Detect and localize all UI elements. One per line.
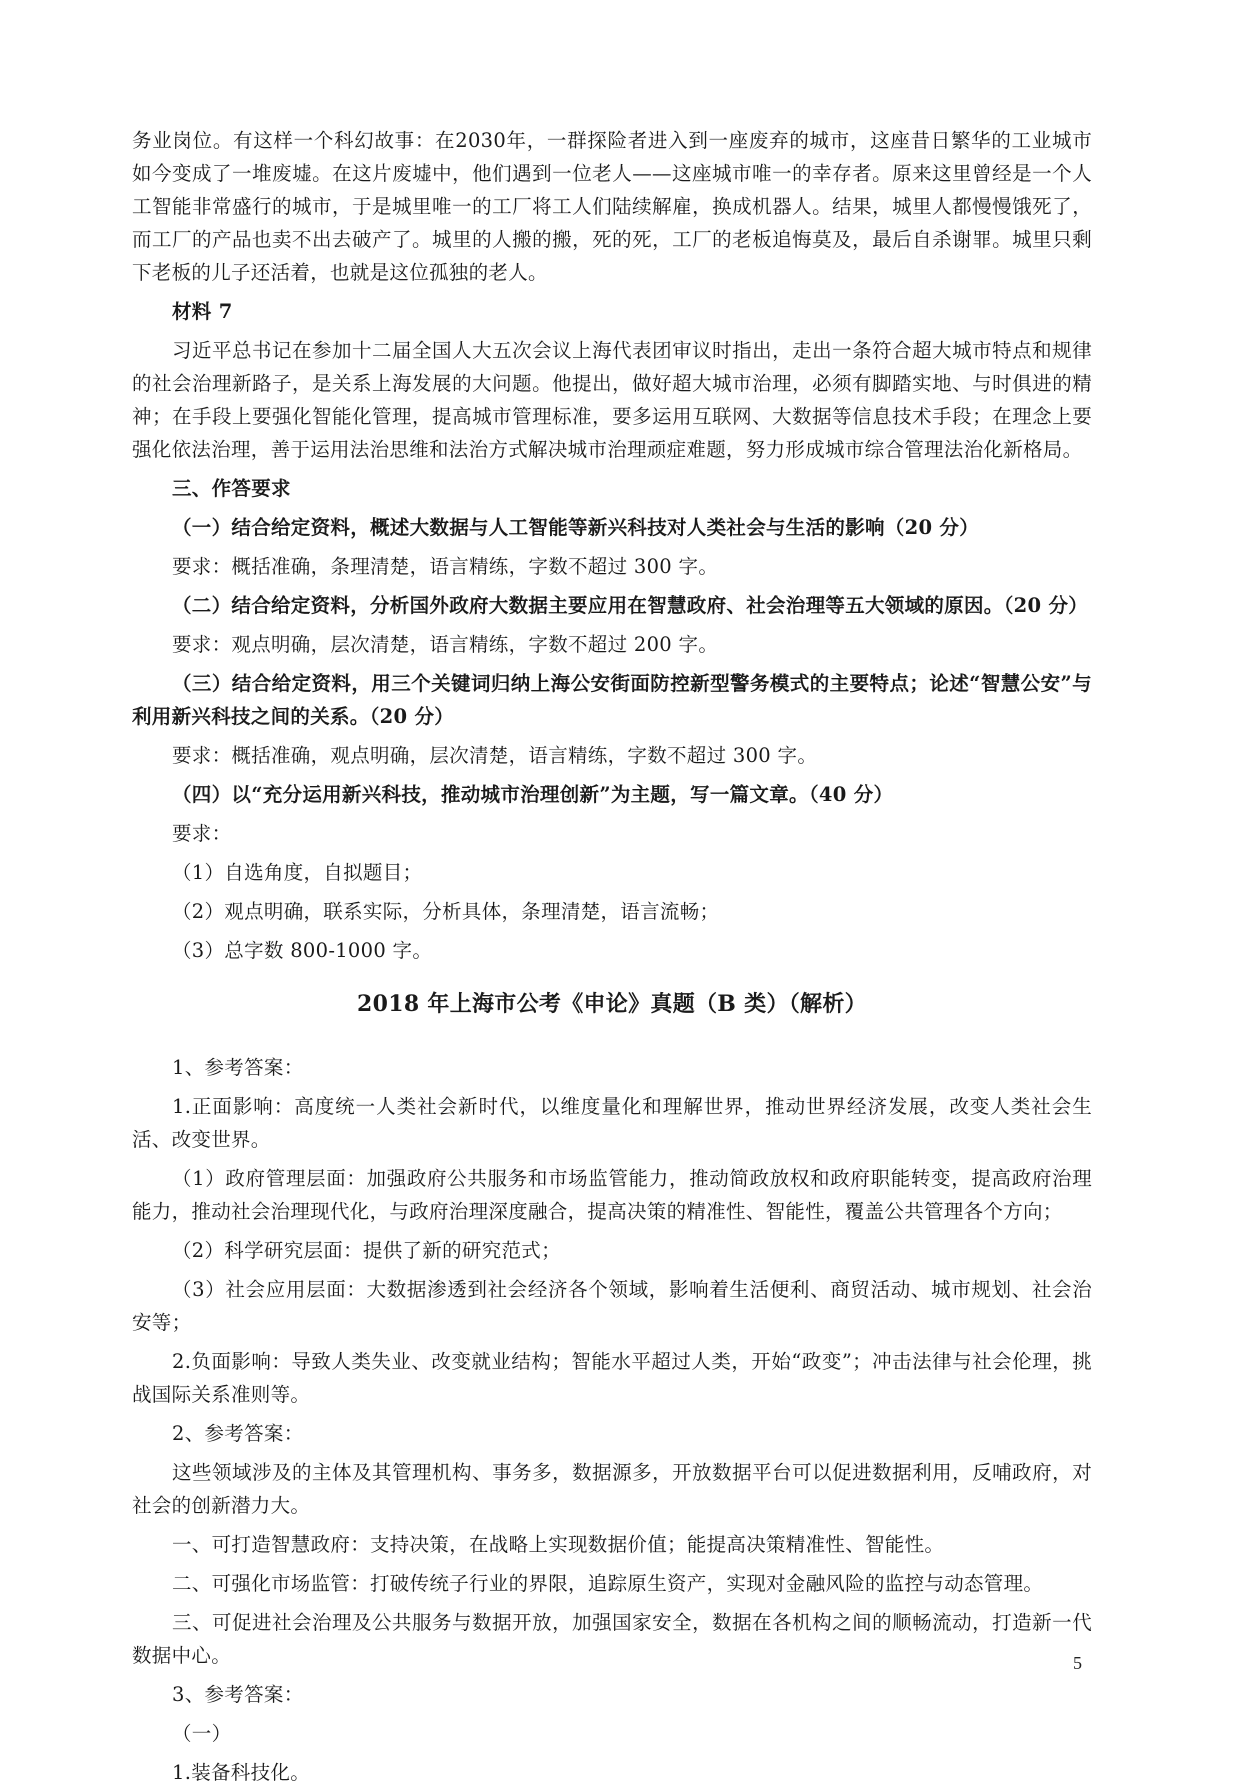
answer-3-label: 3、参考答案：: [172, 1683, 304, 1706]
question-3: （三）结合给定资料，用三个关键词归纳上海公安街面防控新型警务模式的主要特点；论述“智慧公安”与利用新兴科技之间的关系。（20 分）: [132, 672, 1092, 728]
answer-paragraph: （一）: [172, 1722, 232, 1745]
answer-paragraph: 三、可促进社会治理及公共服务与数据开放，加强国家安全，数据在各机构之间的顺畅流动，打造新一代数据中心。: [132, 1611, 1092, 1667]
question-4-item: （2）观点明确，联系实际，分析具体，条理清楚，语言流畅；: [172, 900, 720, 923]
answer-2-label: 2、参考答案：: [172, 1422, 304, 1445]
story-paragraph: 务业岗位。有这样一个科幻故事：在2030年，一群探险者进入到一座废弃的城市，这座昔日繁华的工业城市如今变成了一堆废墟。在这片废墟中，他们遇到一位老人——这座城市唯一的幸存者。原来这里曾经是一个人工智能非常盛行的城市，于是城里唯一的工厂将工人们陆续解雇，换成机器人。结果，城里人都慢慢饿死了，而工厂的产品也卖不出去破产了。城里的人搬的搬，死的死，工厂的老板追悔莫及，最后自杀谢罪。城里只剩下老板的儿子还活着，也就是这位孤独的老人。: [132, 129, 1092, 284]
answer-paragraph: 1.装备科技化。: [172, 1761, 311, 1784]
material-7-heading: 材料 7: [172, 300, 233, 323]
material-7-paragraph: 习近平总书记在参加十二届全国人大五次会议上海代表团审议时指出，走出一条符合超大城市特点和规律的社会治理新路子，是关系上海发展的大问题。他提出，做好超大城市治理，必须有脚踏实地、与时俱进的精神；在手段上要强化智能化管理，提高城市管理标准，要多运用互联网、大数据等信息技术手段；在理念上要强化依法治理，善于运用法治思维和法治方式解决城市治理顽症难题，努力形成城市综合管理法治化新格局。: [132, 339, 1092, 461]
question-2-requirement: 要求：观点明确，层次清楚，语言精练，字数不超过 200 字。: [172, 633, 719, 656]
question-4-item: （3）总字数 800-1000 字。: [172, 939, 433, 962]
answer-paragraph: 这些领域涉及的主体及其管理机构、事务多，数据源多，开放数据平台可以促进数据利用，反哺政府，对社会的创新潜力大。: [132, 1461, 1092, 1517]
answer-paragraph: （1）政府管理层面：加强政府公共服务和市场监管能力，推动简政放权和政府职能转变，提高政府治理能力，推动社会治理现代化，与政府治理深度融合，提高决策的精准性、智能性，覆盖公共管理各个方向；: [132, 1167, 1092, 1223]
question-2: （二）结合给定资料，分析国外政府大数据主要应用在智慧政府、社会治理等五大领域的原因。（20 分）: [172, 594, 1089, 617]
answer-paragraph: 一、可打造智慧政府：支持决策，在战略上实现数据价值；能提高决策精准性、智能性。: [172, 1533, 945, 1556]
question-1-requirement: 要求：概括准确，条理清楚，语言精练，字数不超过 300 字。: [172, 555, 719, 578]
question-4-item: （1）自选角度，自拟题目；: [172, 861, 423, 884]
answer-paragraph: 2.负面影响：导致人类失业、改变就业结构；智能水平超过人类，开始“政变”；冲击法律与社会伦理，挑战国际关系准则等。: [132, 1350, 1092, 1406]
question-3-requirement: 要求：概括准确，观点明确，层次清楚，语言精练，字数不超过 300 字。: [172, 744, 818, 767]
question-1: （一）结合给定资料，概述大数据与人工智能等新兴科技对人类社会与生活的影响（20 分）: [172, 516, 980, 539]
answer-paragraph: 1.正面影响：高度统一人类社会新时代，以维度量化和理解世界，推动世界经济发展，改变人类社会生活、改变世界。: [132, 1095, 1092, 1151]
answer-paragraph: （2）科学研究层面：提供了新的研究范式；: [172, 1239, 561, 1262]
question-4: （四）以“充分运用新兴科技，推动城市治理创新”为主题，写一篇文章。（40 分）: [172, 783, 894, 806]
answer-paragraph: （3）社会应用层面：大数据渗透到社会经济各个领域，影响着生活便利、商贸活动、城市规划、社会治安等；: [132, 1278, 1092, 1334]
page-number: 5: [1073, 1653, 1082, 1673]
requirements-heading: 三、作答要求: [172, 477, 291, 500]
page-content: [132, 124, 1092, 1789]
section-title: 2018 年上海市公考《申论》真题（B 类）（解析）: [357, 991, 867, 1017]
answer-1-label: 1、参考答案：: [172, 1056, 304, 1079]
answer-paragraph: 二、可强化市场监管：打破传统子行业的界限，追踪原生资产，实现对金融风险的监控与动态管理。: [172, 1572, 1044, 1595]
question-4-requirement: 要求：: [172, 822, 232, 845]
